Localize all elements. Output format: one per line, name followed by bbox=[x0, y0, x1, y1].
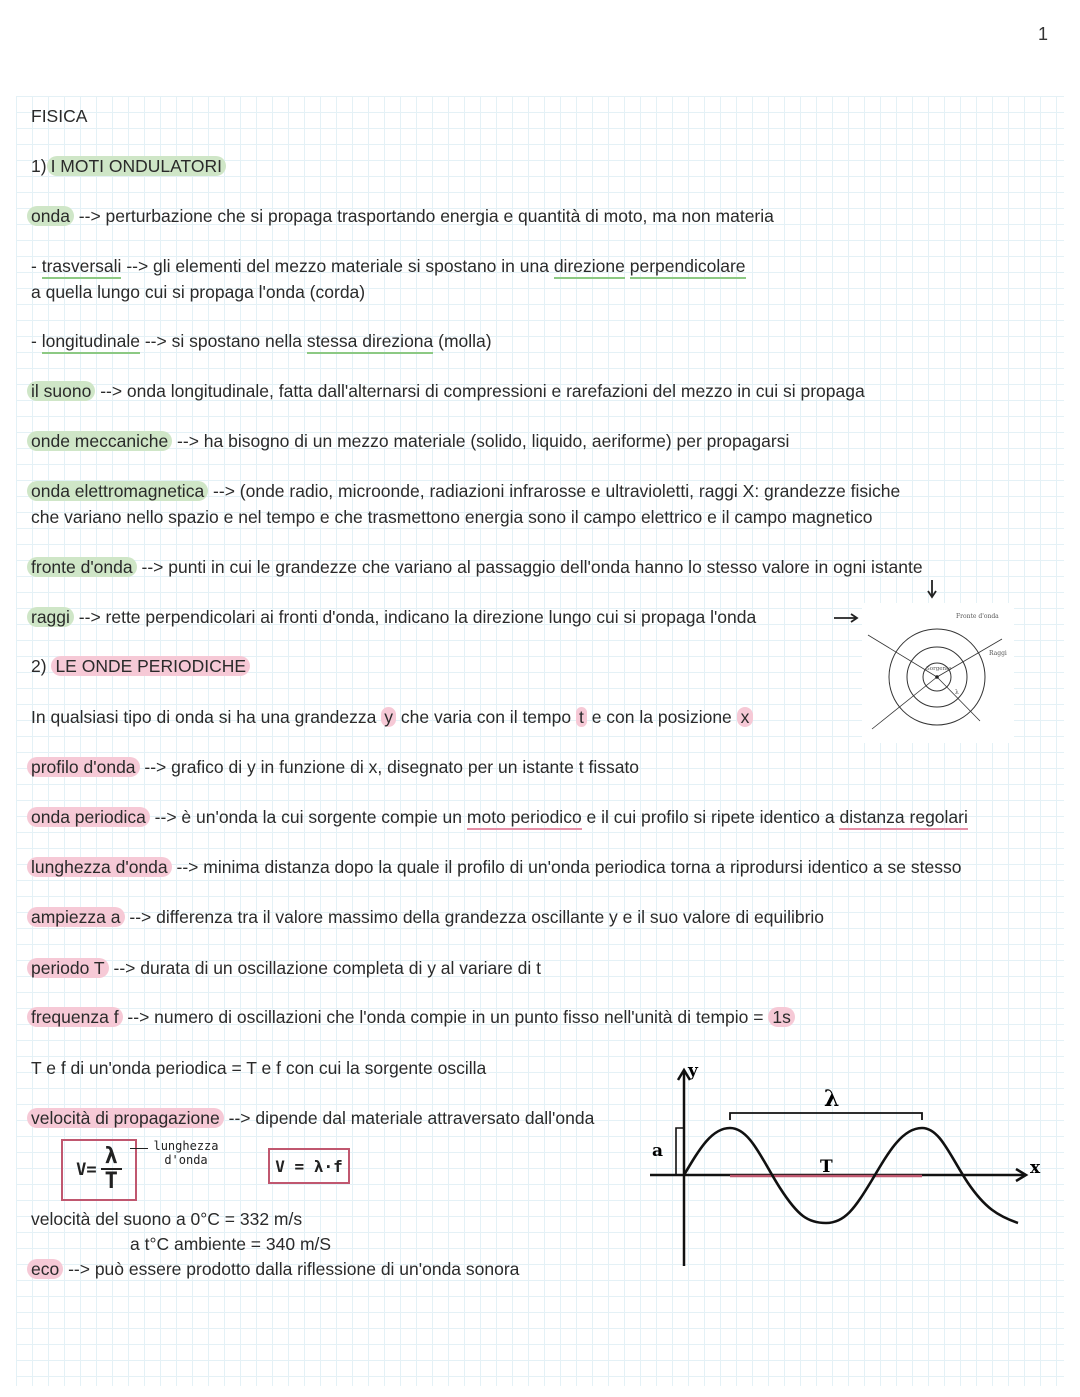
wavefront-figure bbox=[862, 603, 1014, 743]
formula-box-v-lambda-f: V = λ·f bbox=[268, 1148, 350, 1184]
definition: --> grafico di y in funzione di x, disegnato per un istante t fissato bbox=[139, 757, 640, 777]
suono-velocita-ambiente: a t°C ambiente = 340 m/S bbox=[130, 1234, 332, 1254]
definition-onda bbox=[31, 203, 774, 229]
definition-trasversali-cont: a quella lungo cui si propaga l'onda (corda) bbox=[31, 282, 366, 302]
definition-onda-elettromagnetica-cont: che variano nello spazio e nel tempo e che trasmettono energia sono il campo elettrico e il campo magnetico bbox=[31, 507, 873, 527]
definition: --> perturbazione che si propaga trasportando energia e quantità di moto, ma non materia bbox=[73, 206, 774, 226]
underlined-word: perpendicolare bbox=[630, 256, 746, 279]
term: lunghezza d'onda bbox=[27, 857, 172, 877]
suono-velocita-0c: velocità del suono a 0°C = 332 m/s bbox=[31, 1209, 303, 1229]
wavelength-bracket bbox=[730, 1113, 922, 1120]
term: eco bbox=[27, 1259, 63, 1279]
term: frequenza f bbox=[27, 1007, 123, 1027]
definition-onda-periodica bbox=[31, 804, 968, 830]
label-fronte-onda: Fronte d'onda bbox=[956, 613, 999, 620]
text: In qualsiasi tipo di onda si ha una grandezza bbox=[31, 707, 382, 727]
intro-line bbox=[31, 704, 753, 730]
underlined-word: stessa direziona bbox=[307, 331, 433, 354]
formula-lhs: V= bbox=[76, 1160, 97, 1180]
fraction bbox=[101, 1146, 122, 1194]
variable-x: x bbox=[737, 707, 754, 727]
fraction-numerator: λ bbox=[101, 1146, 122, 1170]
term: fronte d'onda bbox=[27, 557, 137, 577]
definition-fronte-onda bbox=[31, 554, 923, 580]
note-pointer-line bbox=[130, 1148, 148, 1149]
term: longitudinale bbox=[42, 331, 140, 354]
definition-onda-elettromagnetica bbox=[31, 478, 900, 504]
definition-frequenza bbox=[31, 1004, 795, 1030]
definition: --> minima distanza dopo la quale il profilo di un'onda periodica torna a riprodursi identico a se stesso bbox=[171, 857, 962, 877]
underlined-word: direzione bbox=[554, 256, 625, 279]
dash: - bbox=[31, 256, 42, 276]
definition-eco bbox=[31, 1256, 519, 1282]
text: che varia con il tempo bbox=[396, 707, 576, 727]
section-heading-1 bbox=[31, 153, 226, 179]
definition: --> (onde radio, microonde, radiazioni infrarosse e ultravioletti, raggi X: grandezze fisiche bbox=[208, 481, 901, 501]
ray-line bbox=[937, 677, 980, 721]
text: e con la posizione bbox=[586, 707, 737, 727]
section-title: I MOTI ONDULATORI bbox=[47, 156, 226, 176]
term: onde meccaniche bbox=[27, 431, 172, 451]
definition-lunghezza-onda bbox=[31, 854, 961, 880]
definition: --> numero di oscillazioni che l'onda compie in un punto fisso nell'unità di tempio = bbox=[122, 1007, 769, 1027]
underlined-word: moto periodico bbox=[467, 807, 582, 830]
term: profilo d'onda bbox=[27, 757, 140, 777]
term: onda bbox=[27, 206, 74, 226]
label-sorgente: Sorgente bbox=[926, 666, 952, 672]
unit-badge: 1s bbox=[768, 1007, 794, 1027]
definition: --> rette perpendicolari ai fronti d'onda, indicano la direzione lungo cui si propaga l'onda bbox=[73, 607, 757, 627]
definition-ampiezza bbox=[31, 904, 824, 930]
term: il suono bbox=[27, 381, 95, 401]
amplitude-label: a bbox=[652, 1141, 664, 1161]
definition: --> gli elementi del mezzo materiale si spostano in una bbox=[121, 256, 554, 276]
x-axis-label: x bbox=[1030, 1158, 1041, 1178]
section-number: 2) bbox=[31, 656, 47, 676]
section-heading-2 bbox=[31, 653, 250, 679]
definition: --> è un'onda la cui sorgente compie un bbox=[149, 807, 467, 827]
definition-onde-meccaniche bbox=[31, 428, 789, 454]
page-title: FISICA bbox=[31, 106, 88, 126]
definition-trasversali bbox=[31, 253, 746, 279]
section-number: 1) bbox=[31, 156, 47, 176]
definition: e il cui profilo si ripete identico a bbox=[581, 807, 840, 827]
t-e-f-line: T e f di un'onda periodica = T e f con cui la sorgente oscilla bbox=[31, 1058, 487, 1078]
term: ampiezza a bbox=[27, 907, 125, 927]
term: onda periodica bbox=[27, 807, 150, 827]
label-lambda: λ bbox=[955, 689, 959, 696]
wave-graph bbox=[640, 1058, 1060, 1270]
fraction-denominator: T bbox=[104, 1169, 118, 1194]
definition-end: (molla) bbox=[433, 331, 492, 351]
page-number: 1 bbox=[1037, 24, 1048, 44]
label-raggi: Raggi bbox=[989, 650, 1007, 657]
definition: --> punti in cui le grandezze che variano al passaggio dell'onda hanno lo stesso valore in ogni istante bbox=[136, 557, 923, 577]
formula-note: lunghezza d'onda bbox=[153, 1139, 219, 1167]
dash: - bbox=[31, 331, 42, 351]
definition: --> dipende dal materiale attraversato dall'onda bbox=[223, 1108, 595, 1128]
definition: --> onda longitudinale, fatta dall'alternarsi di compressioni e rarefazioni del mezzo in cui si propaga bbox=[95, 381, 865, 401]
definition-velocita bbox=[31, 1105, 594, 1131]
variable-y: y bbox=[381, 707, 396, 727]
term: trasversali bbox=[42, 256, 122, 279]
term: raggi bbox=[27, 607, 74, 627]
definition: --> durata di un oscillazione completa di y al variare di t bbox=[108, 958, 541, 978]
definition: --> si spostano nella bbox=[139, 331, 307, 351]
period-label: T bbox=[820, 1157, 833, 1177]
wavelength-label: λ bbox=[824, 1086, 840, 1112]
term: onda elettromagnetica bbox=[27, 481, 208, 501]
definition: --> ha bisogno di un mezzo materiale (solido, liquido, aeriforme) per propagarsi bbox=[172, 431, 790, 451]
variable-t: t bbox=[576, 707, 587, 727]
definition-profilo-onda bbox=[31, 754, 639, 780]
definition-periodo bbox=[31, 955, 541, 981]
definition: --> può essere prodotto dalla riflessione di un'onda sonora bbox=[63, 1259, 520, 1279]
term: velocità di propagazione bbox=[27, 1108, 224, 1128]
source-dot bbox=[935, 675, 939, 679]
formula-box-v-lambda-over-t bbox=[61, 1139, 137, 1201]
term: periodo T bbox=[27, 958, 109, 978]
definition: --> differenza tra il valore massimo della grandezza oscillante y e il suo valore di equilibrio bbox=[124, 907, 825, 927]
y-axis-label: y bbox=[688, 1061, 698, 1081]
definition-raggi bbox=[31, 604, 756, 630]
section-title: LE ONDE PERIODICHE bbox=[51, 656, 250, 676]
definition-suono bbox=[31, 378, 865, 404]
underlined-word: distanza regolari bbox=[839, 807, 967, 830]
space bbox=[625, 256, 630, 276]
definition-longitudinale bbox=[31, 328, 492, 354]
ray-line bbox=[872, 677, 937, 729]
